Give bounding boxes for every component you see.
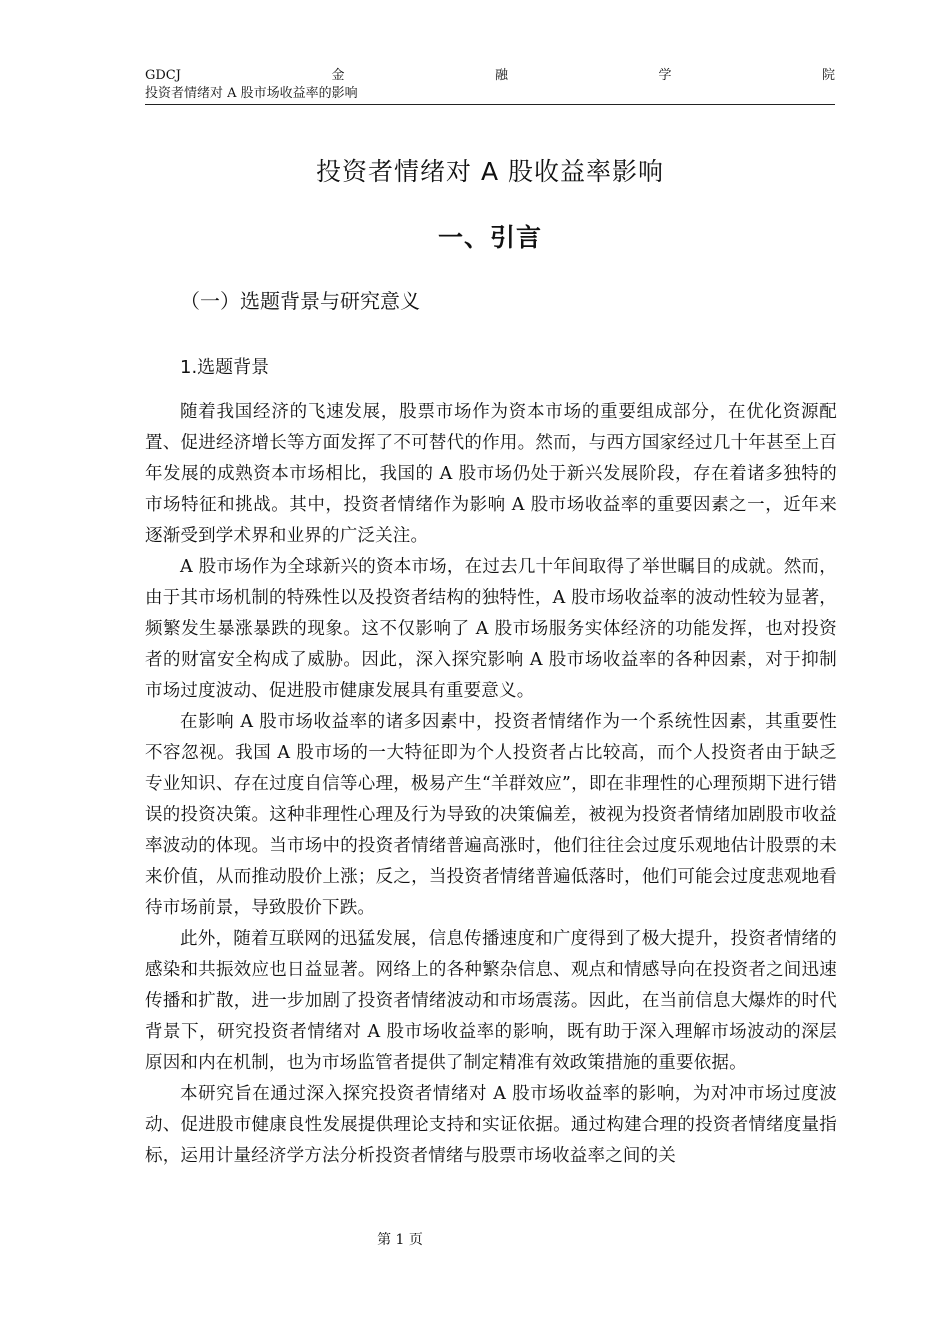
- college-char-2: 融: [494, 68, 508, 83]
- paragraph-4: 此外，随着互联网的迅猛发展，信息传播速度和广度得到了极大提升，投资者情绪的感染和共振效应也日益显著。网络上的各种繁杂信息、观点和情感导向在投资者之间迅速传播和扩散，进一步加剧了投资者情绪波动和市场震荡。因此，在当前信息大爆炸的时代背景下，研究投资者情绪对 A 股市场收益率的影响，既有助于深入理解市场波动的深层原因和内在机制，也为市场监管者提供了制定精准有效政策措施的重要依据。: [145, 929, 837, 1073]
- college-char-4: 院: [821, 68, 835, 83]
- subsection-heading: （一）选题背景与研究意义: [180, 289, 420, 313]
- college-char-1: 金: [331, 68, 345, 83]
- paragraph-3: 在影响 A 股市场收益率的诸多因素中，投资者情绪作为一个系统性因素，其重要性不容忽视。我国 A 股市场的一大特征即为个人投资者占比较高，而个人投资者由于缺乏专业知识、存在过度自信等心理，极易产生“羊群效应”，即在非理性的心理预期下进行错误的投资决策。这种非理性心理及行为导致的决策偏差，被视为投资者情绪加剧股市收益率波动的体现。当市场中的投资者情绪普遍高涨时，他们往往会过度乐观地估计股票的未来价值，从而推动股价上涨；反之，当投资者情绪普遍低落时，他们可能会过度悲观地看待市场前景，导致股价下跌。: [145, 712, 837, 918]
- college-char-3: 学: [658, 68, 672, 83]
- header-subtitle: 投资者情绪对 A 股市场收益率的影响: [145, 86, 358, 101]
- paragraph-5: 本研究旨在通过深入探究投资者情绪对 A 股市场收益率的影响，为对冲市场过度波动、促进股市健康良性发展提供理论支持和实证依据。通过构建合理的投资者情绪度量指标，运用计量经济学方法分析投资者情绪与股票市场收益率之间的关: [145, 1084, 837, 1166]
- paragraph-1: 随着我国经济的飞速发展，股票市场作为资本市场的重要组成部分，在优化资源配置、促进经济增长等方面发挥了不可替代的作用。然而，与西方国家经过几十年甚至上百年发展的成熟资本市场相比，我国的 A 股市场仍处于新兴发展阶段，存在着诸多独特的市场特征和挑战。其中，投资者情绪作为影响 A 股市场收益率的重要因素之一，近年来逐渐受到学术界和业界的广泛关注。: [145, 402, 837, 546]
- document-title: 投资者情绪对 A 股收益率影响: [316, 157, 664, 186]
- page-header: [145, 66, 835, 104]
- paragraph-2: A 股市场作为全球新兴的资本市场，在过去几十年间取得了举世瞩目的成就。然而，由于其市场机制的特殊性以及投资者结构的独特性，A 股市场收益率的波动性较为显著，频繁发生暴涨暴跌的现象。这不仅影响了 A 股市场服务实体经济的功能发挥，也对投资者的财富安全构成了威胁。因此，深入探究影响 A 股市场收益率的各种因素，对于抑制市场过度波动、促进股市健康发展具有重要意义。: [145, 557, 837, 701]
- org-code: GDCJ: [145, 68, 181, 83]
- section-heading: 一、引言: [437, 223, 542, 252]
- page-number: 第 1 页: [377, 1232, 423, 1248]
- header-row: [145, 66, 835, 86]
- header-divider: [145, 104, 835, 105]
- item-heading: 1.选题背景: [180, 357, 270, 378]
- body-text: [145, 397, 837, 1172]
